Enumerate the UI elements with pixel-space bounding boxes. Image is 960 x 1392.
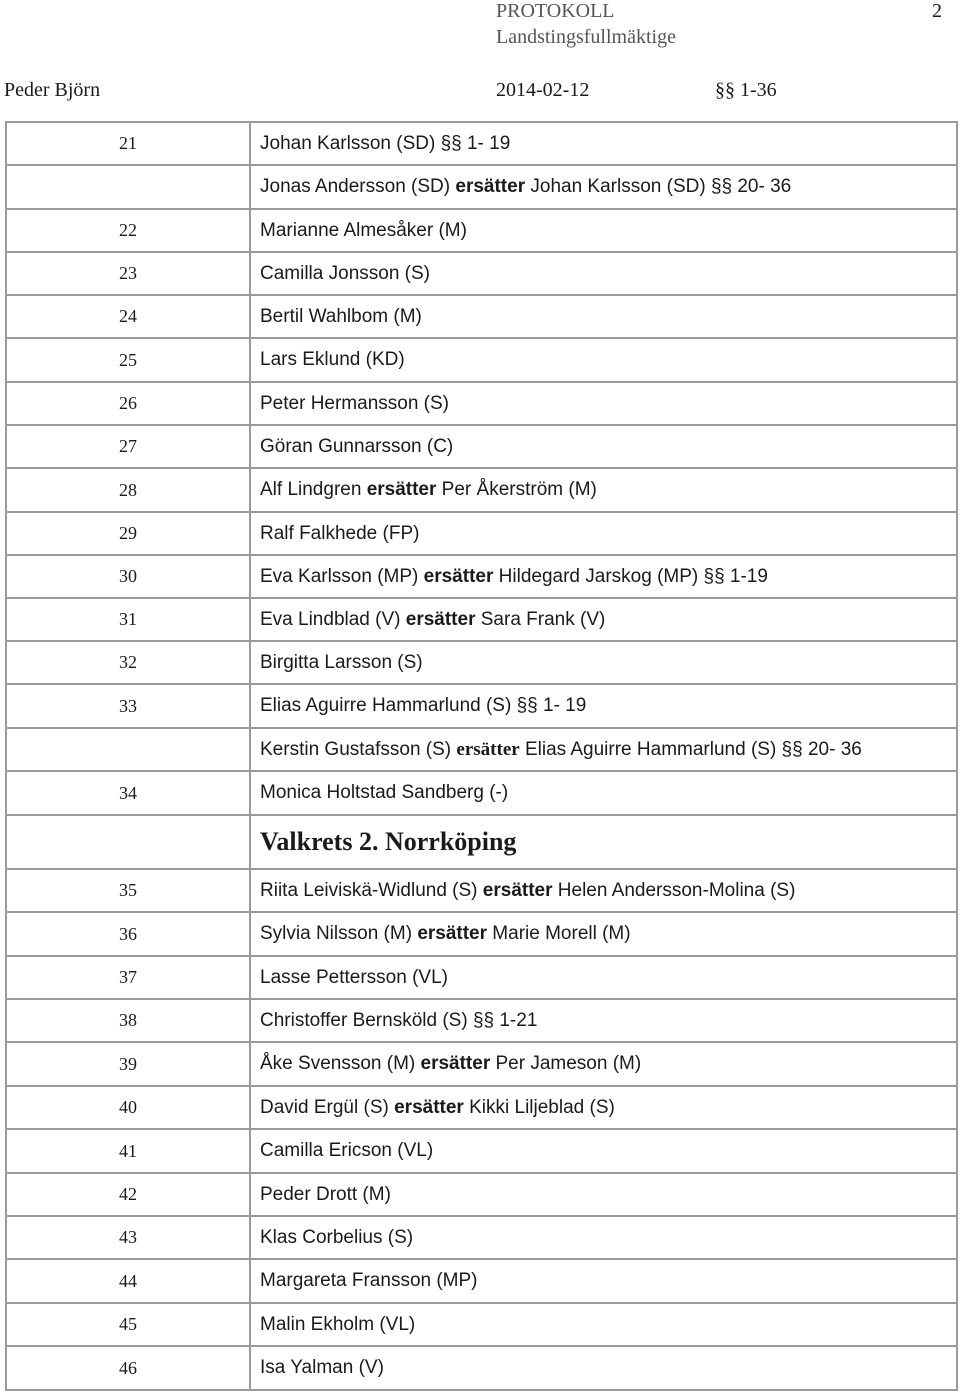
entry-text: Marianne Almesåker (M) xyxy=(260,219,467,241)
attendee-entry xyxy=(250,956,957,999)
table-row xyxy=(6,338,957,382)
table-row xyxy=(6,1129,957,1173)
attendance-table xyxy=(5,121,958,1391)
table-row xyxy=(6,1259,957,1303)
row-number: 33 xyxy=(6,684,250,728)
table-row xyxy=(6,999,957,1042)
entry-text: Birgitta Larsson (S) xyxy=(260,651,423,673)
entry-text: Eva Lindblad (V) xyxy=(260,608,406,630)
section-heading: Valkrets 2. Norrköping xyxy=(250,815,957,869)
substitutes-keyword: ersätter xyxy=(455,176,526,197)
attendee-entry xyxy=(250,771,957,815)
row-number xyxy=(6,165,250,209)
row-number: 28 xyxy=(6,468,250,512)
table-row xyxy=(6,956,957,999)
entry-text: Isa Yalman (V) xyxy=(260,1357,384,1378)
table-row xyxy=(6,1346,957,1390)
entry-text: Elias Aguirre Hammarlund (S) §§ 1- 19 xyxy=(260,695,587,716)
row-number: 25 xyxy=(6,338,250,382)
row-number: 31 xyxy=(6,598,250,641)
substitutes-keyword: ersätter xyxy=(423,565,494,587)
row-number: 21 xyxy=(6,122,250,165)
chair-name: Peder Björn xyxy=(4,79,101,101)
table-row xyxy=(6,165,957,209)
row-number: 29 xyxy=(6,512,250,555)
attendee-entry xyxy=(250,382,957,425)
row-number: 42 xyxy=(6,1173,250,1216)
attendee-entry xyxy=(250,641,957,684)
table-row xyxy=(6,815,957,869)
entry-text: Klas Corbelius (S) xyxy=(260,1226,414,1248)
attendee-entry xyxy=(250,252,957,295)
attendee-entry xyxy=(250,1129,957,1173)
row-number xyxy=(6,728,250,771)
entry-text: Malin Ekholm (VL) xyxy=(260,1313,416,1335)
attendee-entry xyxy=(250,1086,957,1129)
attendee-entry xyxy=(250,999,957,1042)
table-row xyxy=(6,122,957,165)
row-number: 40 xyxy=(6,1086,250,1129)
row-number: 24 xyxy=(6,295,250,338)
entry-text: Peder Drott (M) xyxy=(260,1183,391,1205)
table-row xyxy=(6,641,957,684)
entry-text: Eva Karlsson (MP) xyxy=(260,565,424,587)
entry-text: Peter Hermansson (S) xyxy=(260,392,450,414)
table-row xyxy=(6,598,957,641)
entry-text: Christoffer Bernsköld (S) §§ 1-21 xyxy=(260,1009,538,1031)
substitutes-keyword: ersätter xyxy=(482,879,553,901)
table-row xyxy=(6,512,957,555)
entry-text: Marie Morell (M) xyxy=(487,923,631,944)
table-row xyxy=(6,1216,957,1259)
page-number: 2 xyxy=(932,0,942,22)
entry-text: Per Jameson (M) xyxy=(490,1053,642,1074)
table-row xyxy=(6,869,957,912)
table-row xyxy=(6,209,957,252)
row-number: 37 xyxy=(6,956,250,999)
attendee-entry xyxy=(250,1216,957,1259)
entry-text: Åke Svensson (M) xyxy=(260,1053,421,1074)
entry-text: Riita Leiviskä-Widlund (S) xyxy=(260,879,483,901)
attendee-entry xyxy=(250,165,957,209)
table-row xyxy=(6,1303,957,1346)
row-number: 26 xyxy=(6,382,250,425)
row-number: 39 xyxy=(6,1042,250,1086)
entry-text: Sara Frank (V) xyxy=(475,608,606,630)
row-number: 41 xyxy=(6,1129,250,1173)
table-row xyxy=(6,555,957,598)
table-row xyxy=(6,684,957,728)
attendee-entry xyxy=(250,1346,957,1390)
entry-text: Alf Lindgren xyxy=(260,479,367,500)
table-row xyxy=(6,295,957,338)
entry-text: Sylvia Nilsson (M) xyxy=(260,923,418,944)
organization-name: Landstingsfullmäktige xyxy=(496,26,676,48)
entry-text: Monica Holtstad Sandberg (-) xyxy=(260,782,509,803)
table-row xyxy=(6,468,957,512)
meeting-date: 2014-02-12 xyxy=(496,79,590,101)
entry-text: Camilla Ericson (VL) xyxy=(260,1140,434,1161)
attendee-entry xyxy=(250,728,957,771)
row-number: 27 xyxy=(6,425,250,468)
entry-text: Kikki Liljeblad (S) xyxy=(463,1096,615,1118)
entry-text: Ralf Falkhede (FP) xyxy=(260,522,420,544)
row-number: 34 xyxy=(6,771,250,815)
entry-text: Johan Karlsson (SD) §§ 20- 36 xyxy=(525,176,792,197)
entry-text: Margareta Fransson (MP) xyxy=(260,1270,478,1291)
row-number: 35 xyxy=(6,869,250,912)
table-row xyxy=(6,382,957,425)
entry-text: Camilla Jonsson (S) xyxy=(260,262,430,284)
entry-text: Johan Karlsson (SD) §§ 1- 19 xyxy=(260,132,511,154)
attendee-entry xyxy=(250,869,957,912)
row-number: 38 xyxy=(6,999,250,1042)
table-row xyxy=(6,771,957,815)
entry-text: Göran Gunnarsson (C) xyxy=(260,435,454,457)
substitutes-keyword: ersätter xyxy=(405,608,476,630)
substitutes-keyword: ersätter xyxy=(366,479,437,500)
attendee-entry xyxy=(250,425,957,468)
table-row xyxy=(6,1173,957,1216)
entry-text: Kerstin Gustafsson (S) xyxy=(260,738,457,760)
substitutes-keyword: ersätter xyxy=(394,1096,464,1118)
substitutes-keyword: ersätter xyxy=(417,923,488,944)
entry-text: Helen Andersson-Molina (S) xyxy=(552,879,796,901)
attendee-entry xyxy=(250,684,957,728)
attendee-entry xyxy=(250,912,957,956)
attendee-entry xyxy=(250,1042,957,1086)
substitutes-keyword: ersätter xyxy=(456,738,520,760)
table-row xyxy=(6,728,957,771)
attendee-entry xyxy=(250,512,957,555)
row-number: 23 xyxy=(6,252,250,295)
paragraph-range: §§ 1-36 xyxy=(715,79,777,101)
document-title: PROTOKOLL xyxy=(496,0,615,22)
entry-text: Lars Eklund (KD) xyxy=(260,349,405,370)
entry-text: Per Åkerström (M) xyxy=(436,479,597,500)
attendee-entry xyxy=(250,1303,957,1346)
row-number: 36 xyxy=(6,912,250,956)
attendee-entry xyxy=(250,598,957,641)
attendee-entry xyxy=(250,1259,957,1303)
row-number: 32 xyxy=(6,641,250,684)
substitutes-keyword: ersätter xyxy=(420,1053,491,1074)
attendee-entry xyxy=(250,1173,957,1216)
row-number xyxy=(6,815,250,869)
attendee-entry xyxy=(250,209,957,252)
row-number: 45 xyxy=(6,1303,250,1346)
table-row xyxy=(6,1086,957,1129)
entry-text: Hildegard Jarskog (MP) §§ 1-19 xyxy=(493,565,768,587)
row-number: 46 xyxy=(6,1346,250,1390)
entry-text: David Ergül (S) xyxy=(260,1096,395,1118)
entry-text: Jonas Andersson (SD) xyxy=(260,176,456,197)
attendee-entry xyxy=(250,555,957,598)
row-number: 43 xyxy=(6,1216,250,1259)
row-number: 30 xyxy=(6,555,250,598)
attendee-entry xyxy=(250,295,957,338)
attendee-entry xyxy=(250,468,957,512)
table-row xyxy=(6,912,957,956)
entry-text: Elias Aguirre Hammarlund (S) §§ 20- 36 xyxy=(519,738,862,760)
entry-text: Bertil Wahlbom (M) xyxy=(260,305,422,327)
row-number: 44 xyxy=(6,1259,250,1303)
attendee-entry xyxy=(250,122,957,165)
entry-text: Lasse Pettersson (VL) xyxy=(260,966,448,988)
table-row xyxy=(6,1042,957,1086)
table-row xyxy=(6,425,957,468)
attendee-entry xyxy=(250,338,957,382)
table-row xyxy=(6,252,957,295)
row-number: 22 xyxy=(6,209,250,252)
